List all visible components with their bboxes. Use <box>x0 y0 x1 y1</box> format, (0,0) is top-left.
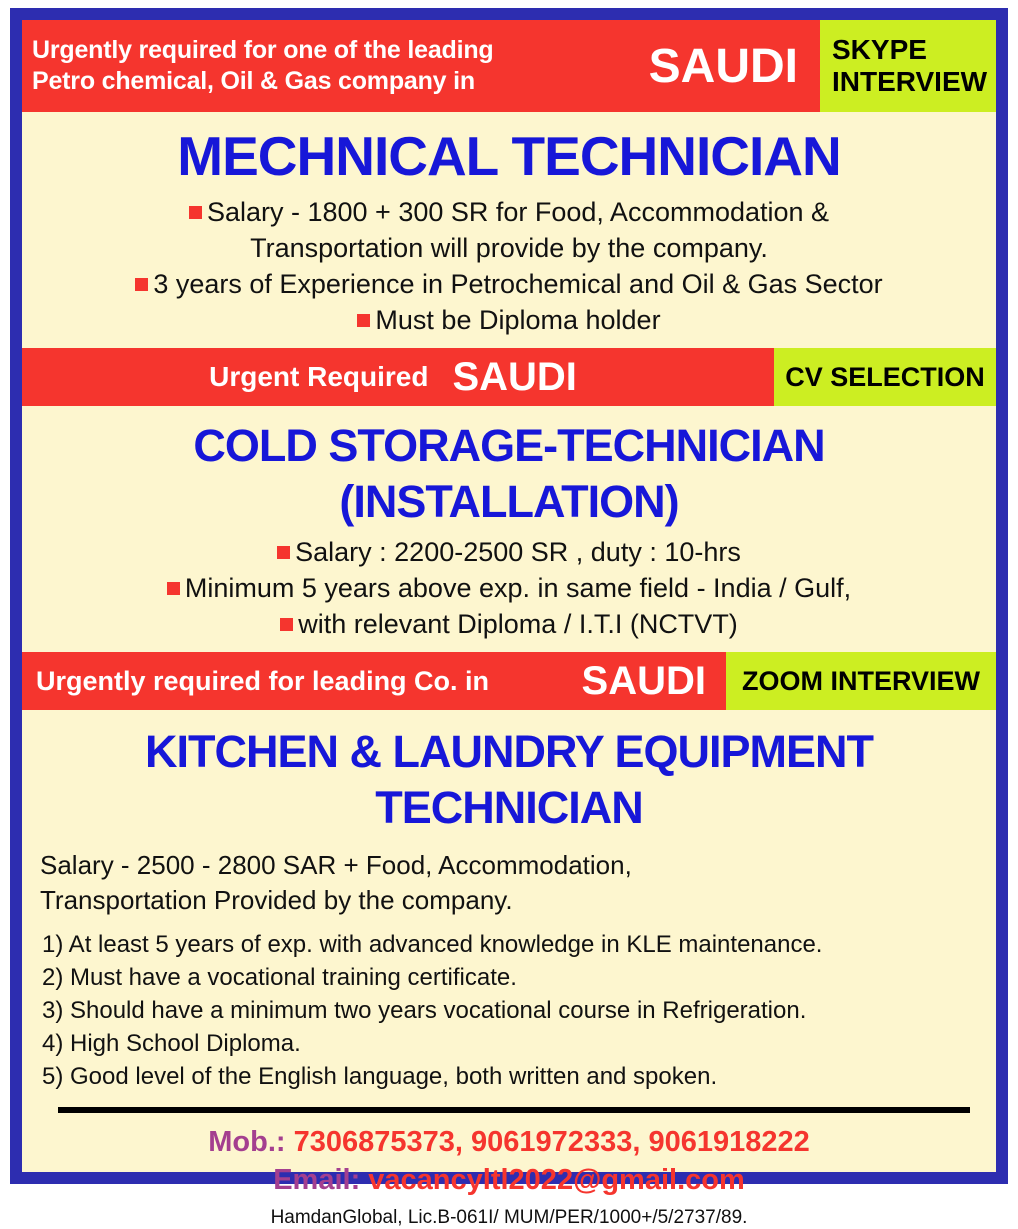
job1-badge-line1: SKYPE <box>832 34 927 65</box>
job3-banner-text: Urgently required for leading Co. in <box>36 665 490 696</box>
footer-contact <box>22 1113 996 1199</box>
job3-requirement-3: 3) Should have a minimum two years vocational course in Refrigeration. <box>42 997 807 1024</box>
job2-bullet-3: with relevant Diploma / I.T.I (NCTVT) <box>34 606 984 642</box>
job3-title: KITCHEN & LAUNDRY EQUIPMENT TECHNICIAN <box>144 726 874 833</box>
job2-title: COLD STORAGE-TECHNICIAN (INSTALLATION) <box>193 420 825 527</box>
job1-bullet-1: Salary - 1800 + 300 SR for Food, Accommodation & <box>34 194 984 230</box>
job3-requirements <box>22 918 996 1093</box>
job2-selection-badge: CV SELECTION <box>774 348 996 406</box>
job1-interview-badge <box>820 20 996 112</box>
job1-bullet-2: 3 years of Experience in Petrochemical and Oil & Gas Sector <box>34 266 984 302</box>
job3-salary <box>22 842 996 918</box>
mobile-line <box>22 1123 996 1161</box>
job1-banner <box>22 20 996 112</box>
job1-banner-line1: Urgently required for one of the leading <box>32 36 494 64</box>
bullet-square-icon <box>280 618 293 631</box>
job3-salary-line1: Salary - 2500 - 2800 SAR + Food, Accommodation, <box>40 850 632 880</box>
bullet-square-icon <box>277 546 290 559</box>
ad-content <box>22 20 996 1228</box>
bullet-square-icon <box>189 206 202 219</box>
job2-banner-spacer <box>597 348 774 406</box>
job1-title: MECHNICAL TECHNICIAN <box>177 125 841 187</box>
job1-bullet-1-cont: Transportation will provide by the company. <box>250 233 768 263</box>
job1-banner-line2: Petro chemical, Oil & Gas company in <box>32 67 475 95</box>
job3-requirement-4: 4) High School Diploma. <box>42 1030 301 1057</box>
mobile-numbers[interactable]: 7306875373, 9061972333, 9061918222 <box>293 1126 810 1158</box>
job1-country: SAUDI <box>648 39 798 93</box>
job1-bullet-3: Must be Diploma holder <box>34 302 984 338</box>
job2-banner-text: Urgent Required <box>209 361 429 392</box>
job2-bullet-1: Salary : 2200-2500 SR , duty : 10-hrs <box>34 534 984 570</box>
job2-country: SAUDI <box>452 354 577 399</box>
job3-requirement-1: 1) At least 5 years of exp. with advanced knowledge in KLE maintenance. <box>42 931 823 958</box>
ad-frame <box>10 8 1008 1228</box>
job2-bullet-2: Minimum 5 years above exp. in same field - India / Gulf, <box>34 570 984 606</box>
mobile-label: Mob.: <box>208 1126 286 1158</box>
bullet-square-icon <box>167 582 180 595</box>
license-text: HamdanGlobal, Lic.B-061I/ MUM/PER/1000+/5/2737/89. <box>270 1207 748 1228</box>
job1-badge-line2: INTERVIEW <box>832 66 988 97</box>
bullet-square-icon <box>135 278 148 291</box>
job1-bullets <box>22 194 996 348</box>
job2-banner <box>22 348 996 406</box>
email-address[interactable]: vacancyltl2022@gmail.com <box>368 1164 745 1196</box>
bullet-square-icon <box>357 314 370 327</box>
job2-bullets <box>22 534 996 652</box>
job3-requirement-5: 5) Good level of the English language, both written and spoken. <box>42 1063 718 1090</box>
job3-requirement-2: 2) Must have a vocational training certificate. <box>42 964 517 991</box>
job3-interview-badge: ZOOM INTERVIEW <box>726 652 996 710</box>
email-line <box>22 1161 996 1199</box>
job3-salary-line2: Transportation Provided by the company. <box>40 885 513 915</box>
job1-banner-text <box>22 20 635 112</box>
email-label: Email: <box>273 1164 361 1196</box>
job3-banner <box>22 652 996 710</box>
job3-country: SAUDI <box>581 658 706 703</box>
